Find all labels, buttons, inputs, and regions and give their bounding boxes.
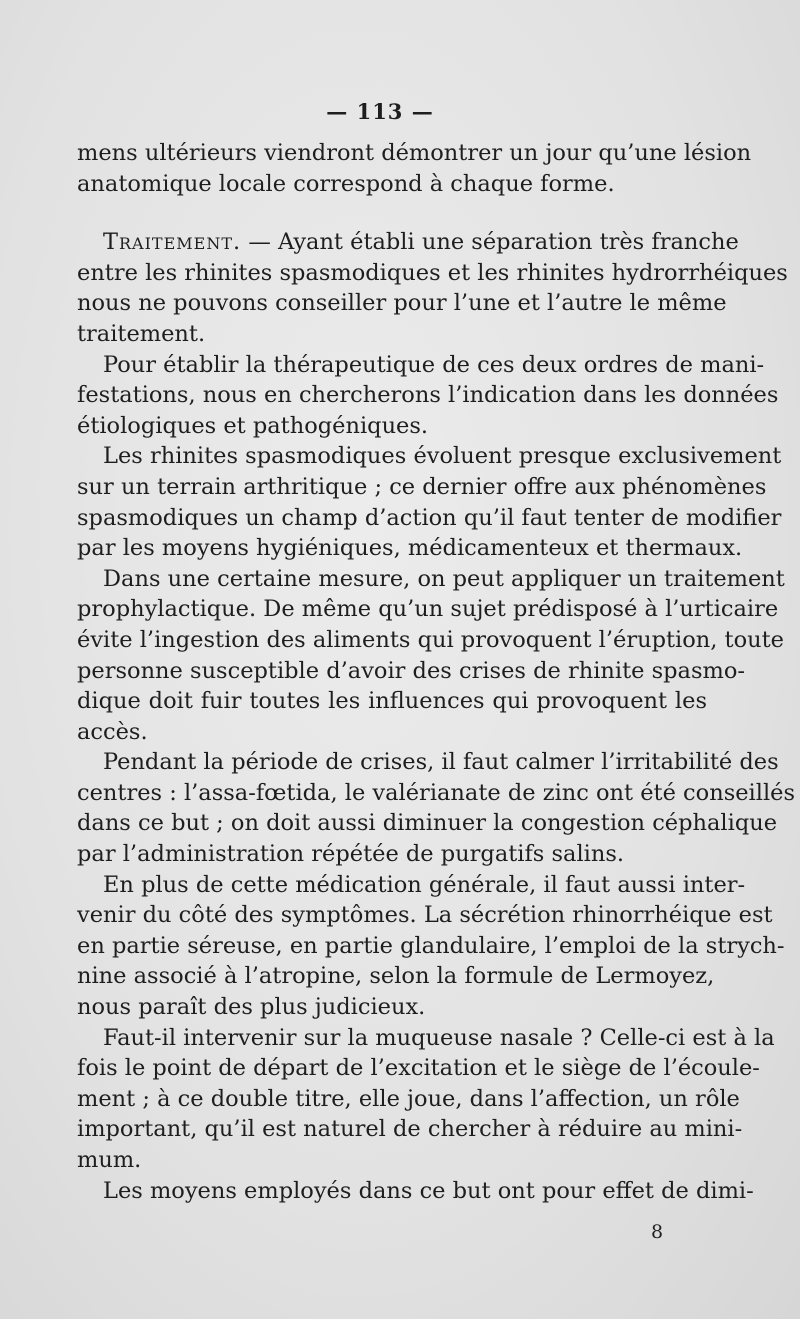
paragraph: [77, 564, 785, 748]
text-line: accès.: [77, 718, 148, 745]
text-line: Les rhinites spasmodiques évoluent presque exclusivement: [103, 443, 782, 470]
text-fragment: — Ayant établi une séparation très franche: [241, 229, 739, 256]
text-line: ment ; à ce double titre, elle joue, dans l’affection, un rôle: [77, 1085, 740, 1112]
text-line: traitement.: [77, 320, 206, 347]
text-line: prophylactique. De même qu’un sujet prédisposé à l’urticaire: [77, 596, 779, 623]
paragraph: [77, 747, 796, 869]
body-text: [77, 138, 796, 1206]
text-line: anatomique locale correspond à chaque forme.: [77, 170, 615, 197]
paragraph: [77, 870, 785, 1023]
paragraph: [77, 441, 782, 563]
paragraph: [77, 138, 752, 199]
page-number: — 113 —: [326, 99, 434, 124]
text-line: Pour établir la thérapeutique de ces deux ordres de mani-: [103, 351, 765, 378]
text-line: en partie séreuse, en partie glandulaire, l’emploi de la strych-: [77, 932, 785, 959]
section-heading: Traitement.: [103, 229, 242, 256]
paragraph: [77, 350, 779, 442]
text-line: par les moyens hygiéniques, médicamenteux et thermaux.: [77, 535, 743, 562]
text-line: évite l’ingestion des aliments qui provoquent l’éruption, toute: [77, 626, 784, 653]
text-line: Dans une certaine mesure, on peut appliquer un traitement: [103, 565, 785, 592]
signature-mark: 8: [651, 1221, 664, 1243]
text-line: nous ne pouvons conseiller pour l’une et l’autre le même: [77, 290, 727, 317]
text-line: En plus de cette médication générale, il faut aussi inter-: [103, 871, 746, 898]
text-line: dans ce but ; on doit aussi diminuer la congestion céphalique: [77, 810, 778, 837]
text-line: spasmodiques un champ d’action qu’il faut tenter de modifier: [77, 504, 782, 531]
text-line: nous paraît des plus judicieux.: [77, 994, 426, 1021]
paragraph-treatment: [77, 227, 788, 349]
text-line: Les moyens employés dans ce but ont pour effet de dimi-: [103, 1177, 754, 1204]
paragraph: [77, 1023, 775, 1176]
text-line: étiologiques et pathogéniques.: [77, 412, 429, 439]
text-line: important, qu’il est naturel de chercher à réduire au mini-: [77, 1116, 743, 1143]
text-line: mum.: [77, 1147, 142, 1173]
text-line: centres : l’assa-fœtida, le valérianate de zinc ont été conseillés: [77, 779, 796, 806]
text-line: entre les rhinites spasmodiques et les rhinites hydrorrhéiques: [77, 259, 788, 286]
text-line: personne susceptible d’avoir des crises de rhinite spasmo-: [77, 657, 745, 684]
text-line: fois le point de départ de l’excitation et le siège de l’écoule-: [77, 1055, 760, 1082]
text-line: nine associé à l’atropine, selon la formule de Lermoyez,: [77, 963, 715, 990]
text-line: mens ultérieurs viendront démontrer un jour qu’une lésion: [77, 140, 752, 166]
text-line: festations, nous en chercherons l’indication dans les données: [77, 382, 779, 409]
text-line: Pendant la période de crises, il faut calmer l’irritabilité des: [103, 749, 779, 776]
text-line: Faut-il intervenir sur la muqueuse nasale ? Celle-ci est à la: [103, 1024, 775, 1051]
text-line: [77, 227, 739, 258]
text-line: venir du côté des symptômes. La sécrétion rhinorrhéique est: [77, 902, 773, 929]
text-line: dique doit fuir toutes les influences qui provoquent les: [77, 688, 707, 715]
text-line: sur un terrain arthritique ; ce dernier offre aux phénomènes: [77, 473, 767, 500]
paragraph: [77, 1176, 754, 1207]
text-line: par l’administration répétée de purgatifs salins.: [77, 841, 625, 868]
